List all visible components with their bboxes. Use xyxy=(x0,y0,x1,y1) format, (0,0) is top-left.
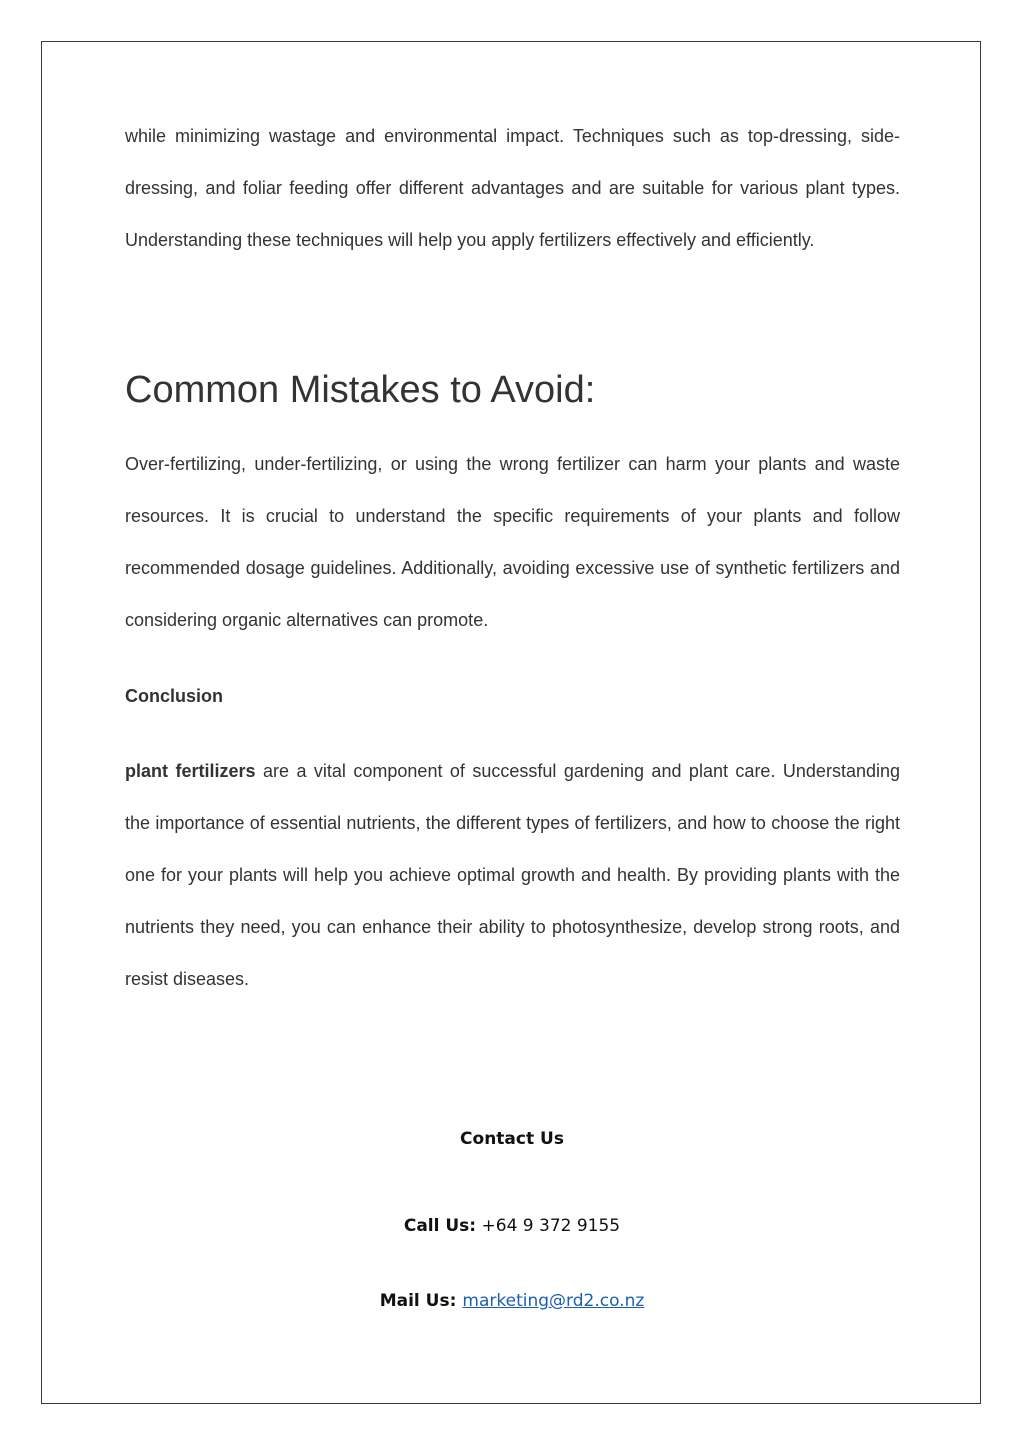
heading-conclusion: Conclusion xyxy=(125,686,223,706)
contact-us-title: Contact Us xyxy=(460,1129,564,1149)
paragraph-mistakes: Over-fertilizing, under-fertilizing, or using the wrong fertilizer can harm your plants and waste resources. It is crucial to understand the specific requirements of your plants and follow recommended dosage guidelines. Additionally, avoiding excessive use of synthetic fertilizers and considering organic alternatives can promote. xyxy=(125,454,900,630)
mail-us-line xyxy=(42,1287,982,1315)
call-us-label: Call Us: xyxy=(403,1216,477,1236)
call-us-line xyxy=(42,1212,982,1240)
mail-us-label: Mail Us: xyxy=(379,1291,457,1311)
plant-fertilizers-keyword: plant fertilizers xyxy=(125,761,256,781)
paragraph-conclusion xyxy=(125,745,900,1005)
document-page xyxy=(41,41,981,1404)
paragraph-techniques: while minimizing wastage and environmental impact. Techniques such as top-dressing, side-dressing, and foliar feeding offer different advantages and are suitable for various plant types. Understanding these techniques will help you apply fertilizers effectively and efficiently. xyxy=(125,126,900,250)
email-link[interactable]: marketing@rd2.co.nz xyxy=(462,1291,645,1311)
conclusion-text: are a vital component of successful gardening and plant care. Understanding the importance of essential nutrients, the different types of fertilizers, and how to choose the right one for your plants will help you achieve optimal growth and health. By providing plants with the nutrients they need, you can enhance their ability to photosynthesize, develop strong roots, and resist diseases. xyxy=(125,761,900,989)
phone-number: +64 9 372 9155 xyxy=(476,1216,621,1236)
heading-common-mistakes: Common Mistakes to Avoid: xyxy=(125,369,596,411)
